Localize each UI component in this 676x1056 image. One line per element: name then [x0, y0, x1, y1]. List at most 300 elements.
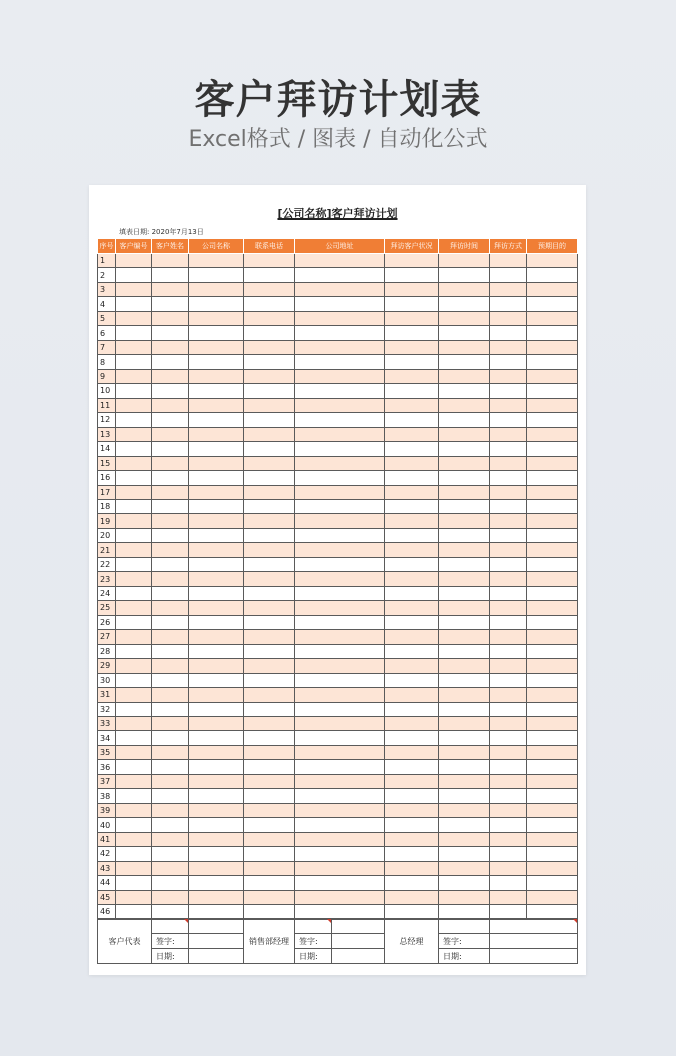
table-cell[interactable] [527, 659, 578, 673]
table-cell[interactable] [527, 702, 578, 716]
table-cell[interactable] [439, 413, 490, 427]
table-cell[interactable] [116, 789, 152, 803]
table-cell[interactable] [490, 572, 527, 586]
table-cell[interactable] [527, 861, 578, 875]
table-cell[interactable] [116, 427, 152, 441]
table-cell[interactable] [527, 760, 578, 774]
table-cell[interactable] [295, 557, 385, 571]
table-cell[interactable] [189, 630, 244, 644]
table-cell[interactable] [189, 717, 244, 731]
table-cell[interactable] [490, 630, 527, 644]
table-cell[interactable] [439, 499, 490, 513]
table-cell[interactable] [385, 311, 439, 325]
table-cell[interactable] [439, 398, 490, 412]
table-cell[interactable] [527, 688, 578, 702]
table-cell[interactable] [490, 311, 527, 325]
table-cell[interactable] [439, 731, 490, 745]
table-cell[interactable] [385, 774, 439, 788]
table-cell[interactable] [244, 254, 295, 268]
table-cell[interactable] [527, 413, 578, 427]
table-cell[interactable] [189, 615, 244, 629]
table-cell[interactable] [189, 543, 244, 557]
table-cell[interactable] [490, 485, 527, 499]
table-cell[interactable] [189, 789, 244, 803]
table-cell[interactable] [244, 630, 295, 644]
table-cell[interactable] [439, 615, 490, 629]
table-cell[interactable] [439, 557, 490, 571]
table-cell[interactable] [189, 326, 244, 340]
table-cell[interactable] [152, 688, 189, 702]
table-cell[interactable] [152, 702, 189, 716]
table-cell[interactable] [490, 832, 527, 846]
table-cell[interactable] [152, 456, 189, 470]
table-cell[interactable] [490, 803, 527, 817]
table-cell[interactable] [385, 282, 439, 296]
table-cell[interactable] [189, 297, 244, 311]
table-cell[interactable] [295, 702, 385, 716]
table-cell[interactable] [152, 601, 189, 615]
table-cell[interactable] [490, 398, 527, 412]
table-cell[interactable] [295, 905, 385, 919]
table-cell[interactable] [439, 442, 490, 456]
table-cell[interactable] [116, 586, 152, 600]
table-cell[interactable] [527, 803, 578, 817]
table-cell[interactable] [439, 369, 490, 383]
sales-blank[interactable] [295, 919, 332, 934]
table-cell[interactable] [152, 282, 189, 296]
table-cell[interactable] [152, 745, 189, 759]
table-cell[interactable] [189, 384, 244, 398]
table-cell[interactable] [295, 803, 385, 817]
table-cell[interactable] [244, 485, 295, 499]
table-cell[interactable] [295, 456, 385, 470]
table-cell[interactable] [152, 557, 189, 571]
table-cell[interactable] [527, 471, 578, 485]
table-cell[interactable] [527, 847, 578, 861]
table-cell[interactable] [490, 528, 527, 542]
table-cell[interactable] [439, 630, 490, 644]
table-cell[interactable] [527, 774, 578, 788]
table-cell[interactable] [152, 355, 189, 369]
table-cell[interactable] [295, 311, 385, 325]
table-cell[interactable] [152, 673, 189, 687]
table-cell[interactable] [116, 514, 152, 528]
table-cell[interactable] [527, 384, 578, 398]
table-cell[interactable] [527, 297, 578, 311]
table-cell[interactable] [152, 905, 189, 919]
table-cell[interactable] [490, 615, 527, 629]
sales-date-field[interactable] [332, 949, 385, 964]
table-cell[interactable] [439, 528, 490, 542]
table-cell[interactable] [189, 905, 244, 919]
table-cell[interactable] [189, 731, 244, 745]
table-cell[interactable] [527, 282, 578, 296]
table-cell[interactable] [189, 644, 244, 658]
table-cell[interactable] [527, 398, 578, 412]
table-cell[interactable] [527, 456, 578, 470]
table-cell[interactable] [189, 340, 244, 354]
table-cell[interactable] [189, 702, 244, 716]
table-cell[interactable] [295, 688, 385, 702]
table-cell[interactable] [189, 818, 244, 832]
table-cell[interactable] [244, 442, 295, 456]
table-cell[interactable] [116, 297, 152, 311]
table-cell[interactable] [189, 456, 244, 470]
table-cell[interactable] [244, 847, 295, 861]
table-cell[interactable] [439, 572, 490, 586]
table-cell[interactable] [189, 876, 244, 890]
table-cell[interactable] [244, 702, 295, 716]
table-cell[interactable] [527, 789, 578, 803]
table-cell[interactable] [152, 717, 189, 731]
table-cell[interactable] [152, 268, 189, 282]
table-cell[interactable] [439, 456, 490, 470]
table-cell[interactable] [385, 644, 439, 658]
table-cell[interactable] [244, 369, 295, 383]
table-cell[interactable] [189, 557, 244, 571]
table-cell[interactable] [152, 369, 189, 383]
table-cell[interactable] [439, 818, 490, 832]
table-cell[interactable] [152, 774, 189, 788]
table-cell[interactable] [244, 905, 295, 919]
table-cell[interactable] [116, 413, 152, 427]
table-cell[interactable] [244, 789, 295, 803]
table-cell[interactable] [295, 832, 385, 846]
table-cell[interactable] [116, 254, 152, 268]
table-cell[interactable] [116, 601, 152, 615]
table-cell[interactable] [295, 543, 385, 557]
table-cell[interactable] [490, 355, 527, 369]
table-cell[interactable] [116, 688, 152, 702]
table-cell[interactable] [295, 485, 385, 499]
table-cell[interactable] [189, 847, 244, 861]
table-cell[interactable] [439, 471, 490, 485]
table-cell[interactable] [490, 384, 527, 398]
table-cell[interactable] [244, 398, 295, 412]
table-cell[interactable] [295, 760, 385, 774]
table-cell[interactable] [295, 818, 385, 832]
table-cell[interactable] [152, 586, 189, 600]
table-cell[interactable] [189, 572, 244, 586]
table-cell[interactable] [439, 311, 490, 325]
table-cell[interactable] [189, 861, 244, 875]
table-cell[interactable] [244, 890, 295, 904]
table-cell[interactable] [439, 485, 490, 499]
table-cell[interactable] [189, 832, 244, 846]
table-cell[interactable] [295, 499, 385, 513]
table-cell[interactable] [116, 644, 152, 658]
table-cell[interactable] [116, 355, 152, 369]
table-cell[interactable] [527, 254, 578, 268]
gm-date-field[interactable] [490, 949, 578, 964]
table-cell[interactable] [295, 731, 385, 745]
table-cell[interactable] [189, 774, 244, 788]
table-cell[interactable] [439, 297, 490, 311]
table-cell[interactable] [490, 442, 527, 456]
table-cell[interactable] [527, 890, 578, 904]
table-cell[interactable] [116, 659, 152, 673]
table-cell[interactable] [295, 282, 385, 296]
table-cell[interactable] [527, 369, 578, 383]
table-cell[interactable] [490, 745, 527, 759]
table-cell[interactable] [244, 427, 295, 441]
table-cell[interactable] [152, 615, 189, 629]
table-cell[interactable] [244, 644, 295, 658]
table-cell[interactable] [152, 413, 189, 427]
table-cell[interactable] [385, 268, 439, 282]
table-cell[interactable] [244, 760, 295, 774]
table-cell[interactable] [490, 499, 527, 513]
table-cell[interactable] [490, 586, 527, 600]
table-cell[interactable] [385, 630, 439, 644]
table-cell[interactable] [244, 528, 295, 542]
table-cell[interactable] [385, 514, 439, 528]
gm-blank[interactable] [439, 919, 490, 934]
table-cell[interactable] [439, 717, 490, 731]
table-cell[interactable] [439, 384, 490, 398]
table-cell[interactable] [385, 340, 439, 354]
table-cell[interactable] [527, 905, 578, 919]
table-cell[interactable] [439, 427, 490, 441]
table-cell[interactable] [295, 355, 385, 369]
table-cell[interactable] [490, 659, 527, 673]
table-cell[interactable] [189, 688, 244, 702]
table-cell[interactable] [244, 413, 295, 427]
table-cell[interactable] [295, 890, 385, 904]
table-cell[interactable] [189, 760, 244, 774]
table-cell[interactable] [527, 644, 578, 658]
table-cell[interactable] [385, 688, 439, 702]
table-cell[interactable] [295, 297, 385, 311]
table-cell[interactable] [189, 803, 244, 817]
table-cell[interactable] [490, 861, 527, 875]
table-cell[interactable] [152, 384, 189, 398]
table-cell[interactable] [116, 485, 152, 499]
table-cell[interactable] [490, 789, 527, 803]
table-cell[interactable] [490, 717, 527, 731]
table-cell[interactable] [490, 557, 527, 571]
table-cell[interactable] [152, 803, 189, 817]
table-cell[interactable] [439, 644, 490, 658]
table-cell[interactable] [385, 818, 439, 832]
table-cell[interactable] [385, 731, 439, 745]
table-cell[interactable] [116, 615, 152, 629]
table-cell[interactable] [490, 369, 527, 383]
table-cell[interactable] [244, 268, 295, 282]
table-cell[interactable] [295, 326, 385, 340]
table-cell[interactable] [295, 789, 385, 803]
table-cell[interactable] [189, 427, 244, 441]
table-cell[interactable] [527, 673, 578, 687]
table-cell[interactable] [385, 355, 439, 369]
table-cell[interactable] [116, 528, 152, 542]
table-cell[interactable] [439, 601, 490, 615]
table-cell[interactable] [439, 543, 490, 557]
table-cell[interactable] [189, 586, 244, 600]
table-cell[interactable] [527, 311, 578, 325]
table-cell[interactable] [295, 572, 385, 586]
table-cell[interactable] [439, 688, 490, 702]
table-cell[interactable] [116, 673, 152, 687]
table-cell[interactable] [385, 803, 439, 817]
table-cell[interactable] [152, 442, 189, 456]
table-cell[interactable] [116, 832, 152, 846]
table-cell[interactable] [116, 557, 152, 571]
table-cell[interactable] [490, 297, 527, 311]
table-cell[interactable] [189, 413, 244, 427]
table-cell[interactable] [116, 847, 152, 861]
table-cell[interactable] [116, 340, 152, 354]
table-cell[interactable] [189, 369, 244, 383]
table-cell[interactable] [244, 774, 295, 788]
table-cell[interactable] [152, 630, 189, 644]
table-cell[interactable] [490, 427, 527, 441]
table-cell[interactable] [439, 861, 490, 875]
table-cell[interactable] [527, 615, 578, 629]
table-cell[interactable] [152, 847, 189, 861]
table-cell[interactable] [244, 586, 295, 600]
table-cell[interactable] [385, 702, 439, 716]
table-cell[interactable] [439, 254, 490, 268]
table-cell[interactable] [152, 861, 189, 875]
table-cell[interactable] [244, 572, 295, 586]
sales-blank-2[interactable] [332, 919, 385, 934]
table-cell[interactable] [439, 774, 490, 788]
table-cell[interactable] [244, 471, 295, 485]
table-cell[interactable] [244, 803, 295, 817]
table-cell[interactable] [244, 326, 295, 340]
table-cell[interactable] [527, 268, 578, 282]
table-cell[interactable] [295, 268, 385, 282]
table-cell[interactable] [527, 731, 578, 745]
table-cell[interactable] [385, 413, 439, 427]
table-cell[interactable] [527, 745, 578, 759]
table-cell[interactable] [490, 514, 527, 528]
table-cell[interactable] [385, 528, 439, 542]
table-cell[interactable] [295, 876, 385, 890]
table-cell[interactable] [116, 369, 152, 383]
table-cell[interactable] [244, 384, 295, 398]
table-cell[interactable] [152, 789, 189, 803]
table-cell[interactable] [439, 326, 490, 340]
table-cell[interactable] [527, 326, 578, 340]
table-cell[interactable] [152, 818, 189, 832]
table-cell[interactable] [439, 340, 490, 354]
table-cell[interactable] [152, 890, 189, 904]
table-cell[interactable] [527, 543, 578, 557]
table-cell[interactable] [295, 369, 385, 383]
table-cell[interactable] [295, 601, 385, 615]
table-cell[interactable] [527, 557, 578, 571]
table-cell[interactable] [244, 659, 295, 673]
table-cell[interactable] [189, 499, 244, 513]
table-cell[interactable] [116, 630, 152, 644]
table-cell[interactable] [116, 572, 152, 586]
table-cell[interactable] [385, 745, 439, 759]
table-cell[interactable] [490, 760, 527, 774]
table-cell[interactable] [152, 326, 189, 340]
table-cell[interactable] [152, 832, 189, 846]
table-cell[interactable] [152, 398, 189, 412]
table-cell[interactable] [244, 832, 295, 846]
table-cell[interactable] [152, 543, 189, 557]
table-cell[interactable] [244, 514, 295, 528]
table-cell[interactable] [244, 456, 295, 470]
table-cell[interactable] [385, 398, 439, 412]
table-cell[interactable] [439, 905, 490, 919]
table-cell[interactable] [189, 745, 244, 759]
rep-date-field[interactable] [189, 949, 244, 964]
table-cell[interactable] [189, 514, 244, 528]
table-cell[interactable] [189, 311, 244, 325]
table-cell[interactable] [385, 673, 439, 687]
table-cell[interactable] [152, 254, 189, 268]
table-cell[interactable] [152, 528, 189, 542]
table-cell[interactable] [189, 890, 244, 904]
table-cell[interactable] [439, 702, 490, 716]
table-cell[interactable] [439, 673, 490, 687]
table-cell[interactable] [295, 644, 385, 658]
table-cell[interactable] [490, 905, 527, 919]
table-cell[interactable] [385, 557, 439, 571]
table-cell[interactable] [527, 528, 578, 542]
table-cell[interactable] [527, 514, 578, 528]
sales-sign-field[interactable] [332, 934, 385, 949]
table-cell[interactable] [490, 644, 527, 658]
table-cell[interactable] [527, 876, 578, 890]
table-cell[interactable] [295, 254, 385, 268]
rep-blank-2[interactable] [189, 919, 244, 934]
table-cell[interactable] [439, 586, 490, 600]
table-cell[interactable] [189, 601, 244, 615]
table-cell[interactable] [189, 673, 244, 687]
table-cell[interactable] [152, 471, 189, 485]
table-cell[interactable] [490, 774, 527, 788]
table-cell[interactable] [295, 514, 385, 528]
table-cell[interactable] [385, 876, 439, 890]
table-cell[interactable] [152, 297, 189, 311]
table-cell[interactable] [295, 861, 385, 875]
table-cell[interactable] [385, 543, 439, 557]
table-cell[interactable] [527, 427, 578, 441]
table-cell[interactable] [490, 847, 527, 861]
table-cell[interactable] [295, 774, 385, 788]
table-cell[interactable] [527, 485, 578, 499]
table-cell[interactable] [527, 630, 578, 644]
table-cell[interactable] [116, 326, 152, 340]
table-cell[interactable] [152, 427, 189, 441]
rep-blank[interactable] [152, 919, 189, 934]
table-cell[interactable] [490, 731, 527, 745]
table-cell[interactable] [295, 471, 385, 485]
table-cell[interactable] [295, 413, 385, 427]
table-cell[interactable] [385, 905, 439, 919]
table-cell[interactable] [439, 514, 490, 528]
table-cell[interactable] [189, 442, 244, 456]
table-cell[interactable] [385, 789, 439, 803]
table-cell[interactable] [295, 398, 385, 412]
table-cell[interactable] [490, 268, 527, 282]
table-cell[interactable] [116, 861, 152, 875]
table-cell[interactable] [189, 355, 244, 369]
table-cell[interactable] [385, 659, 439, 673]
table-cell[interactable] [244, 731, 295, 745]
table-cell[interactable] [490, 471, 527, 485]
table-cell[interactable] [295, 615, 385, 629]
table-cell[interactable] [116, 905, 152, 919]
table-cell[interactable] [490, 702, 527, 716]
table-cell[interactable] [244, 601, 295, 615]
